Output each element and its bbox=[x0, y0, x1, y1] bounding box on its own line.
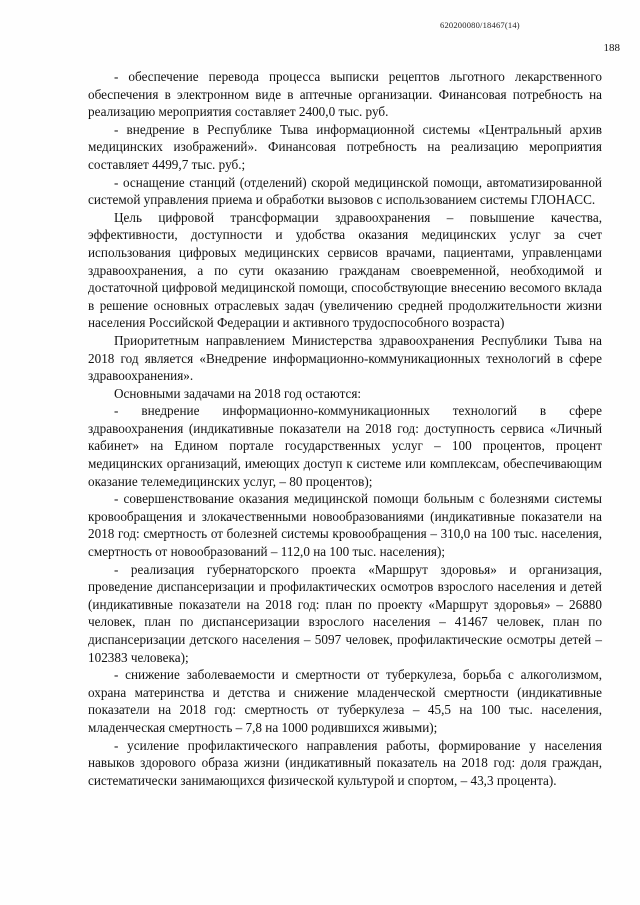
paragraph-tuberculosis-maternity: - снижение заболеваемости и смертности от туберкулеза, борьба с алкоголизмом, охрана материнства и детства и снижение младенческой смертности (индикативные показатели на 2018 год: смертность от туберкулеза – 45,5 на 100 тыс. населения, младенческая смертность – 7,8 на 1000 родившихся живыми); bbox=[88, 667, 602, 735]
paragraph-prescriptions: - обеспечение перевода процесса выписки рецептов льготного лекарственного обеспечения в электронном виде в аптечные организации. Финансовая потребность на реализацию мероприятия составляет 2400,0 тыс. руб. bbox=[88, 69, 602, 120]
document-id: 620200080/18467(14) bbox=[440, 20, 520, 30]
paragraph-circulatory-oncology: - совершенствование оказания медицинской помощи больным с болезнями системы кровообращения и злокачественными новообразованиями (индикативные показатели на 2018 год: смертность от болезней системы кровообращения – 310,0 на 100 тыс. населения, смертность от новообразований – 112,0 на 100 тыс. населения); bbox=[88, 491, 602, 560]
paragraph-image-archive: - внедрение в Республике Тыва информационной системы «Центральный архив медицинских изображений». Финансовая потребность на реализацию мероприятия составляет 4499,7 тыс. руб.; bbox=[88, 121, 602, 172]
document-body bbox=[88, 68, 602, 789]
paragraph-prevention-healthy-lifestyle: - усиление профилактического направления работы, формирование у населения навыков здорового образа жизни (индикативный показатель на 2018 год: доля граждан, систематически занимающихся физической культурой и спортом, – 43,3 процента). bbox=[88, 737, 602, 788]
paragraph-digital-transformation-goal: Цель цифровой трансформации здравоохранения – повышение качества, эффективности, доступности и удобства оказания медицинских услуг за счет использования цифровых медицинских сервисов врачами, пациентами, управленцами здравоохранения, а по сути оказанию гражданам своевременной, необходимой и достаточной цифровой медицинской помощи, способствующие внесению весомого вклада в решение основных отраслевых задач (увеличению средней продолжительности жизни населения Российской Федерации и активного трудоспособного возраста) bbox=[88, 209, 602, 331]
paragraph-health-route-project: - реализация губернаторского проекта «Маршрут здоровья» и организация, проведение диспансеризации и профилактических осмотров взрослого населения и детей (индикативные показатели на 2018 год: план по проекту «Маршрут здоровья» – 26880 человек, план по диспансеризации взрослого населения – 41467 человек, план по диспансеризации детского населения – 5097 человек, профилактические осмотры детей – 102383 человека); bbox=[88, 561, 602, 665]
paragraph-priority-direction: Приоритетным направлением Министерства здравоохранения Республики Тыва на 2018 год является «Внедрение информационно-коммуникационных технологий в сфере здравоохранения». bbox=[88, 332, 602, 384]
paragraph-ambulance-glonass: - оснащение станций (отделений) скорой медицинской помощи, автоматизированной системой управления приема и обработки вызовов с использованием системы ГЛОНАСС. bbox=[88, 174, 602, 208]
page-number: 188 bbox=[603, 42, 620, 54]
paragraph-ict-implementation: - внедрение информационно-коммуникационных технологий в сфере здравоохранения (индикативные показатели на 2018 год: доступность сервиса «Личный кабинет» на Едином портале государственных услуг – 100 процентов, процент медицинских организаций, имеющих доступ к системе или комплексам, обеспечивающим оказание телемедицинских услуг, – 80 процентов); bbox=[88, 403, 602, 489]
paragraph-main-tasks-heading: Основными задачами на 2018 год остаются: bbox=[114, 385, 362, 401]
